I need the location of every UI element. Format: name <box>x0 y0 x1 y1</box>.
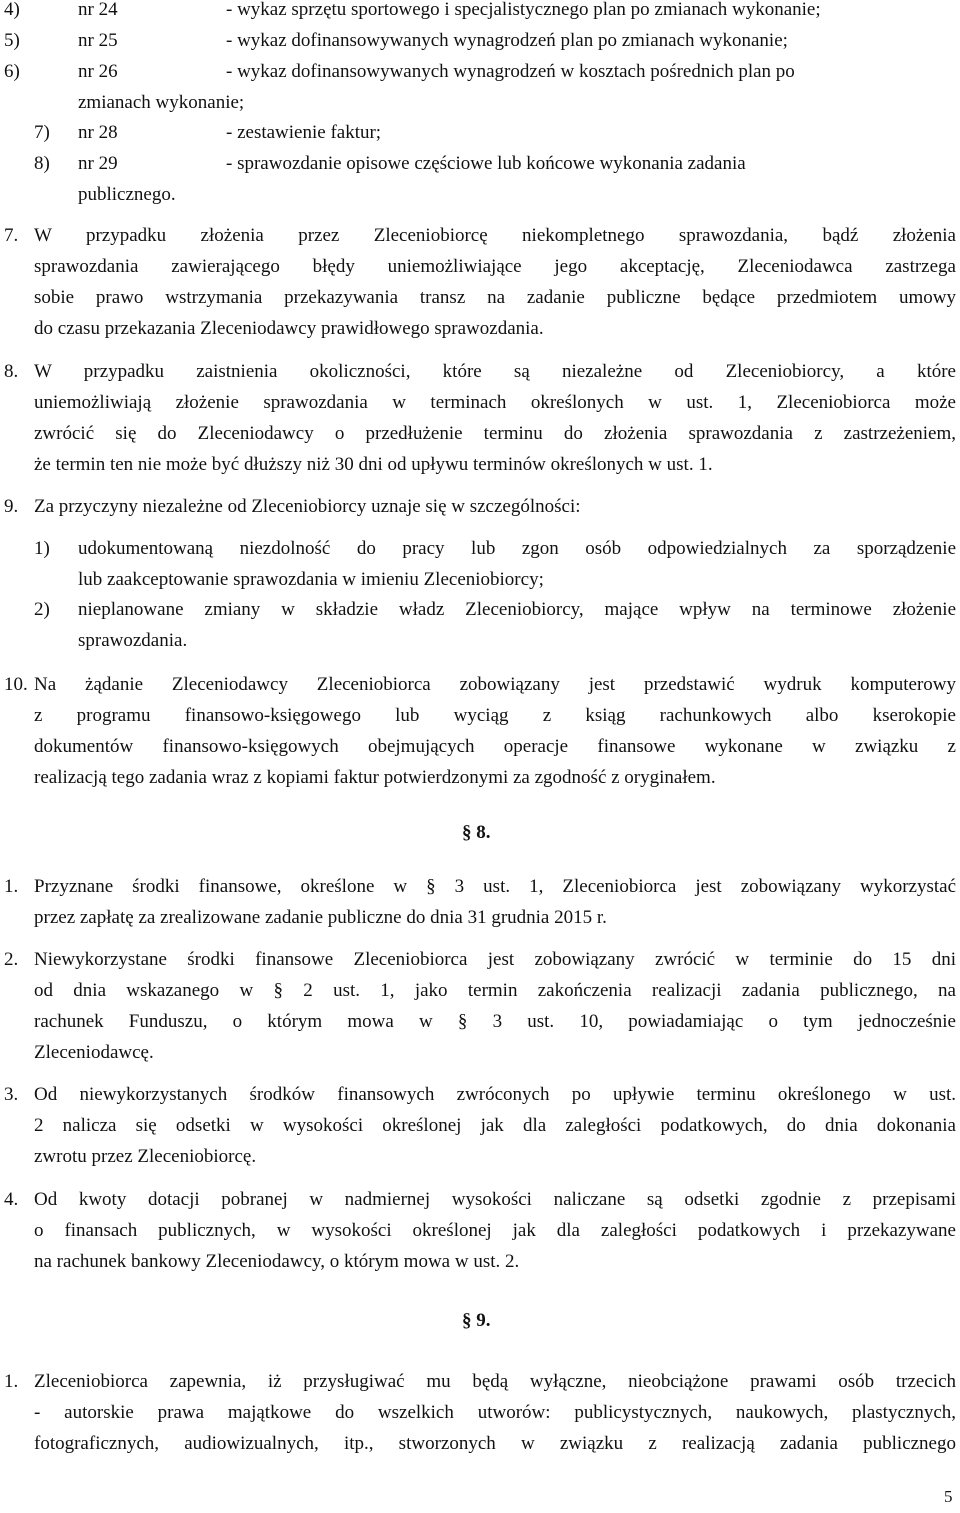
paragraph-line: do czasu przekazania Zleceniodawcy prawidłowego sprawozdania. <box>34 318 544 339</box>
paragraph-line: że termin ten nie może być dłuższy niż 30 dni od upływu terminów określonych w ust. 1. <box>34 454 713 475</box>
point-line: Od niewykorzystanych środków finansowych zwróconych po upływie terminu określonego w ust. <box>34 1084 956 1105</box>
point-line: o finansach publicznych, w wysokości określonej jak dla zaległości podatkowych i przekazywane <box>34 1220 956 1241</box>
paragraph-line: zwrócić się do Zleceniodawcy o przedłużenie terminu do złożenia sprawozdania z zastrzeżeniem, <box>34 423 956 444</box>
section-heading: § 8. <box>462 822 491 843</box>
list-code: nr 26 <box>78 61 118 82</box>
point-line: od dnia wskazanego w § 2 ust. 1, jako termin zakończenia realizacji zadania publicznego, na <box>34 980 956 1001</box>
paragraph-number: 10. <box>4 674 28 695</box>
list-number: 7) <box>34 122 50 143</box>
point-line: - autorskie prawa majątkowe do wszelkich utworów: publicystycznych, naukowych, plastycznych, <box>34 1402 956 1423</box>
paragraph-line: realizacją tego zadania wraz z kopiami faktur potwierdzonymi za zgodność z oryginałem. <box>34 767 716 788</box>
paragraph-line: uniemożliwiają złożenie sprawozdania w terminach określonych w ust. 1, Zleceniobiorca może <box>34 392 956 413</box>
list-number: 2) <box>34 599 50 620</box>
point-line: 2 nalicza się odsetki w wysokości określonej jak dla zaległości podatkowych, do dnia dokonania <box>34 1115 956 1136</box>
list-description-continued: publicznego. <box>78 184 176 205</box>
point-line: fotograficznych, audiowizualnych, itp., stworzonych w związku z realizacją zadania publicznego <box>34 1433 956 1454</box>
list-code: nr 29 <box>78 153 118 174</box>
list-description: - zestawienie faktur; <box>226 122 382 143</box>
paragraph-line: sobie prawo wstrzymania przekazywania transz na zadanie publiczne będące przedmiotem umowy <box>34 287 956 308</box>
point-line: Od kwoty dotacji pobranej w nadmiernej wysokości naliczane są odsetki zgodnie z przepisami <box>34 1189 956 1210</box>
paragraph-line: sprawozdania zawierającego błędy uniemożliwiające jego akceptację, Zleceniodawca zastrzega <box>34 256 956 277</box>
point-line: Przyznane środki finansowe, określone w § 3 ust. 1, Zleceniobiorca jest zobowiązany wykorzystać <box>34 876 956 897</box>
page-number: 5 <box>944 1487 953 1506</box>
paragraph-line: W przypadku zaistnienia okoliczności, które są niezależne od Zleceniobiorcy, a które <box>34 361 956 382</box>
list-number: 4) <box>4 0 20 20</box>
point-number: 1. <box>4 1371 19 1392</box>
point-number: 2. <box>4 949 19 970</box>
list-description: - wykaz dofinansowywanych wynagrodzeń plan po zmianach wykonanie; <box>226 30 788 51</box>
point-number: 1. <box>4 876 19 897</box>
list-description-continued: zmianach wykonanie; <box>78 92 245 113</box>
paragraph-number: 8. <box>4 361 19 382</box>
point-line: Zleceniobiorca zapewnia, iż przysługiwać mu będą wyłączne, nieobciążone prawami osób trzecich <box>34 1371 956 1392</box>
paragraph-line: z programu finansowo-księgowego lub wyciąg z ksiąg rachunkowych albo kserokopie <box>34 705 956 726</box>
list-code: nr 24 <box>78 0 118 20</box>
paragraph-number: 9. <box>4 496 19 517</box>
list-item-line: nieplanowane zmiany w składzie władz Zleceniobiorcy, mające wpływ na terminowe złożenie <box>78 599 956 620</box>
list-item-line: sprawozdania. <box>78 630 188 651</box>
point-number: 4. <box>4 1189 19 1210</box>
point-line: przez zapłatę za zrealizowane zadanie publiczne do dnia 31 grudnia 2015 r. <box>34 907 607 928</box>
point-line: rachunek Funduszu, o którym mowa w § 3 ust. 10, powiadamiając o tym jednocześnie <box>34 1011 956 1032</box>
point-line: na rachunek bankowy Zleceniodawcy, o którym mowa w ust. 2. <box>34 1251 520 1272</box>
list-number: 6) <box>4 61 20 82</box>
list-item-line: udokumentowaną niezdolność do pracy lub zgon osób odpowiedzialnych za sporządzenie <box>78 538 956 559</box>
list-number: 5) <box>4 30 20 51</box>
point-line: Zleceniodawcę. <box>34 1042 154 1063</box>
list-description: - wykaz dofinansowywanych wynagrodzeń w kosztach pośrednich plan po <box>226 61 795 82</box>
paragraph-line: W przypadku złożenia przez Zleceniobiorcę niekompletnego sprawozdania, bądź złożenia <box>34 225 956 246</box>
list-code: nr 28 <box>78 122 118 143</box>
list-code: nr 25 <box>78 30 118 51</box>
paragraph-line: Za przyczyny niezależne od Zleceniobiorcy uznaje się w szczególności: <box>34 496 581 517</box>
list-number: 1) <box>34 538 50 559</box>
point-line: Niewykorzystane środki finansowe Zleceniobiorca jest zobowiązany zwrócić w terminie do 15 dni <box>34 949 956 970</box>
list-number: 8) <box>34 153 50 174</box>
paragraph-number: 7. <box>4 225 19 246</box>
point-number: 3. <box>4 1084 19 1105</box>
list-description: - wykaz sprzętu sportowego i specjalistycznego plan po zmianach wykonanie; <box>226 0 821 20</box>
paragraph-line: dokumentów finansowo-księgowych obejmujących operacje finansowe wykonane w związku z <box>34 736 956 757</box>
section-heading: § 9. <box>462 1310 491 1331</box>
list-description: - sprawozdanie opisowe częściowe lub końcowe wykonania zadania <box>226 153 746 174</box>
point-line: zwrotu przez Zleceniobiorcę. <box>34 1146 257 1167</box>
list-item-line: lub zaakceptowanie sprawozdania w imieniu Zleceniobiorcy; <box>78 569 544 590</box>
paragraph-line: Na żądanie Zleceniodawcy Zleceniobiorca zobowiązany jest przedstawić wydruk komputerowy <box>34 674 956 695</box>
